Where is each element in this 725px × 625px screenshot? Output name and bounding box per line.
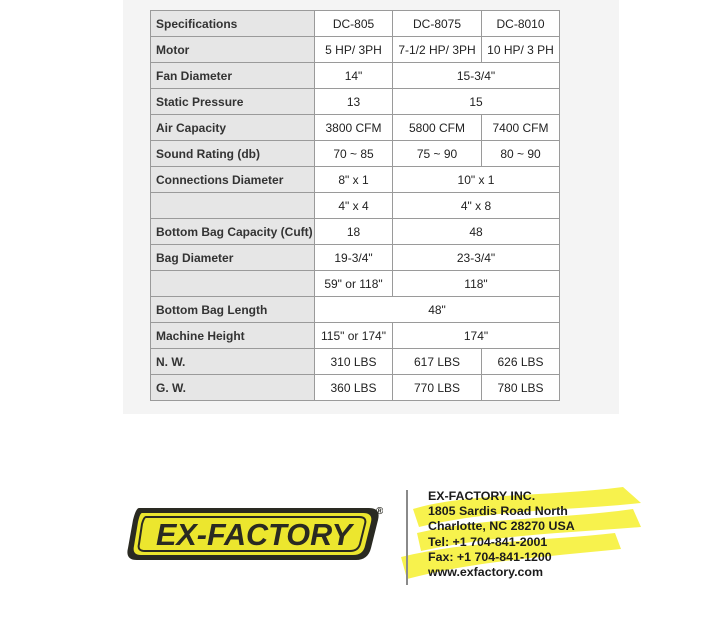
cell-value: 7400 CFM (482, 115, 560, 141)
cell-value: 10" x 1 (393, 167, 560, 193)
ex-factory-logo (125, 504, 383, 564)
header-label: Specifications (151, 11, 315, 37)
table-header-row (151, 11, 560, 37)
cell-value: 4" x 8 (393, 193, 560, 219)
header-model-2: DC-8075 (393, 11, 482, 37)
cell-value: 75 ~ 90 (393, 141, 482, 167)
contact-block (428, 489, 575, 580)
table-row (151, 323, 560, 349)
cell-value: 118" (393, 271, 560, 297)
table-row (151, 63, 560, 89)
cell-value: 4" x 4 (315, 193, 393, 219)
company-name: EX-FACTORY INC. (428, 489, 536, 503)
cell-value: 360 LBS (315, 375, 393, 401)
table-row (151, 219, 560, 245)
table-row (151, 89, 560, 115)
cell-value: 14" (315, 63, 393, 89)
cell-value: 48" (315, 297, 560, 323)
cell-value: 10 HP/ 3 PH (482, 37, 560, 63)
table-row (151, 271, 560, 297)
cell-value: 80 ~ 90 (482, 141, 560, 167)
cell-value: 115" or 174" (315, 323, 393, 349)
fax: Fax: +1 704-841-1200 (428, 549, 552, 564)
row-label: Machine Height (151, 323, 315, 349)
row-label: Bottom Bag Length (151, 297, 315, 323)
table-row (151, 37, 560, 63)
header-model-3: DC-8010 (482, 11, 560, 37)
cell-value: 15 (393, 89, 560, 115)
row-label: Air Capacity (151, 115, 315, 141)
table-row (151, 141, 560, 167)
logo-text: EX-FACTORY (156, 517, 356, 552)
street-address: 1805 Sardis Road North (428, 504, 568, 519)
telephone: Tel: +1 704-841-2001 (428, 534, 548, 549)
table-row (151, 297, 560, 323)
row-label-empty (151, 193, 315, 219)
cell-value: 15-3/4" (393, 63, 560, 89)
cell-value: 5 HP/ 3PH (315, 37, 393, 63)
cell-value: 70 ~ 85 (315, 141, 393, 167)
city-state-zip: Charlotte, NC 28270 USA (428, 519, 575, 534)
row-label: G. W. (151, 375, 315, 401)
header-model-1: DC-805 (315, 11, 393, 37)
spec-table (150, 10, 560, 401)
table-row (151, 349, 560, 375)
row-label: Motor (151, 37, 315, 63)
cell-value: 310 LBS (315, 349, 393, 375)
row-label: Bag Diameter (151, 245, 315, 271)
table-row (151, 193, 560, 219)
cell-value: 59" or 118" (315, 271, 393, 297)
cell-value: 174" (393, 323, 560, 349)
cell-value: 13 (315, 89, 393, 115)
table-row (151, 375, 560, 401)
cell-value: 7-1/2 HP/ 3PH (393, 37, 482, 63)
table-row (151, 245, 560, 271)
cell-value: 48 (393, 219, 560, 245)
registered-mark: ® (376, 506, 383, 517)
row-label: Bottom Bag Capacity (Cuft) (151, 219, 315, 245)
row-label-empty (151, 271, 315, 297)
cell-value: 3800 CFM (315, 115, 393, 141)
website: www.exfactory.com (428, 565, 543, 580)
row-label: Static Pressure (151, 89, 315, 115)
row-label: Sound Rating (db) (151, 141, 315, 167)
cell-value: 5800 CFM (393, 115, 482, 141)
table-row (151, 167, 560, 193)
cell-value: 18 (315, 219, 393, 245)
cell-value: 770 LBS (393, 375, 482, 401)
cell-value: 626 LBS (482, 349, 560, 375)
cell-value: 780 LBS (482, 375, 560, 401)
cell-value: 617 LBS (393, 349, 482, 375)
row-label: N. W. (151, 349, 315, 375)
vertical-divider (406, 490, 408, 585)
row-label: Fan Diameter (151, 63, 315, 89)
cell-value: 8" x 1 (315, 167, 393, 193)
cell-value: 23-3/4" (393, 245, 560, 271)
cell-value: 19-3/4" (315, 245, 393, 271)
row-label: Connections Diameter (151, 167, 315, 193)
table-row (151, 115, 560, 141)
